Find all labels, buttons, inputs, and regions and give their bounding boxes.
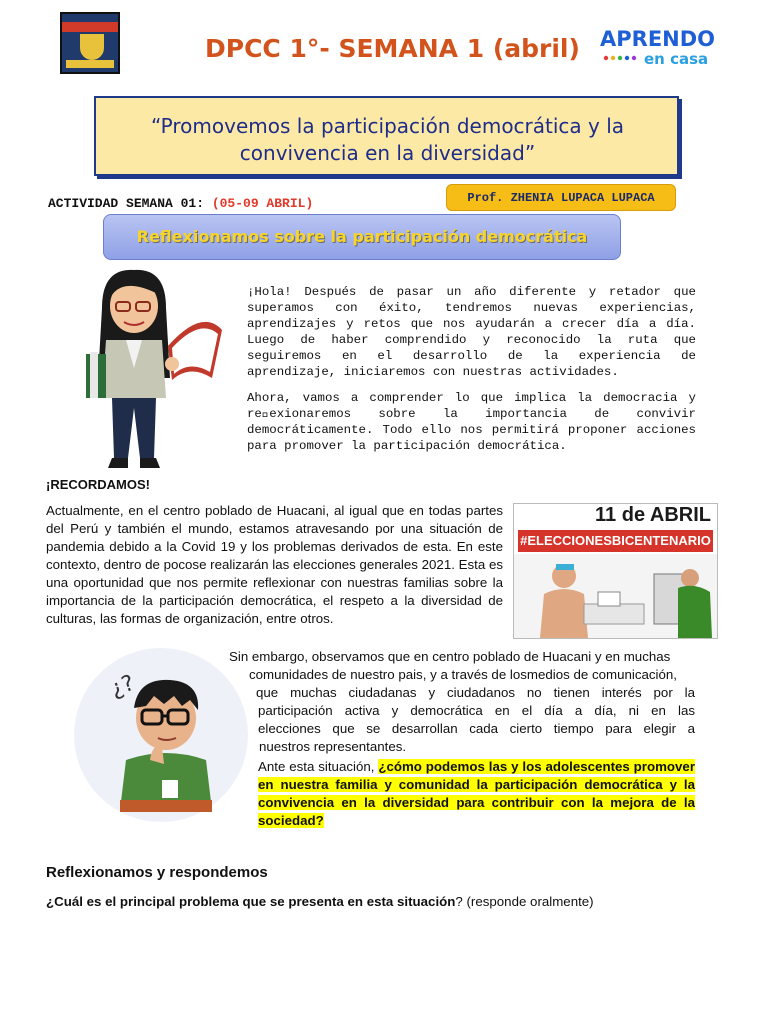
school-logo — [60, 12, 120, 74]
quote-line-2: convivencia en la diversidad” — [239, 141, 536, 165]
question-1-bold: ¿Cuál es el principal problema que se presenta en esta situación — [46, 894, 456, 909]
situation-line-1: Sin embargo, observamos que en centro poblado de Huacani y en muchas — [229, 649, 671, 664]
challenge-prefix: Ante esta situación, — [258, 759, 379, 774]
aprendo-logo-line1: APRENDO — [600, 27, 716, 51]
quote-text — [96, 113, 679, 167]
aprendo-logo-line2: en casa — [644, 50, 709, 68]
election-hashtag: #ELECCIONESBICENTENARIO — [518, 530, 713, 552]
intro-paragraph-2: Ahora, vamos a comprender lo que implica la democracia y re exionaremos sobre la importancia de convivir democráticamente. Todo ello nos permitirá proponer acciones para promover la participación democrática. — [247, 391, 696, 454]
question-1 — [46, 894, 594, 909]
activity-label-text: ACTIVIDAD SEMANA 01: — [48, 196, 212, 211]
situation-line-5: elecciones que se desarrollan cada cierto tiempo para elegir a — [258, 721, 695, 736]
context-paragraph: Actualmente, en el centro poblado de Huacani, al igual que en todas partes del Perú y también el mundo, estamos atravesando por una situación de pandemia debido a la Covid 19 y los problemas derivados de esta. En este contexto, dentro de pocose realizarán las elecciones generales 2021. Esta es una oportunidad que nos permite reflexionar con nuestras familias sobre la importancia de la participación democrática, el respeto a la diversidad de culturas, las formas de organización, entre otros. — [46, 503, 503, 626]
recordamos-heading: ¡RECORDAMOS! — [46, 477, 150, 492]
election-image — [513, 503, 718, 639]
teacher-badge: Prof. ZHENIA LUPACA LUPACA — [446, 184, 676, 211]
section-banner: Reflexionamos sobre la participación democrática — [103, 214, 621, 260]
situation-line-6: nuestros representantes. — [259, 739, 407, 754]
situation-line-4: participación activa y democrática en el día a día, ni en las — [258, 703, 695, 718]
page-title: DPCC 1°- SEMANA 1 (abril) — [205, 34, 580, 63]
activity-dates: (05-09 ABRIL) — [211, 196, 314, 211]
aprendo-en-casa-logo — [598, 24, 718, 70]
svg-text:¿?: ¿? — [107, 670, 138, 703]
challenge-paragraph — [258, 758, 695, 830]
situation-line-3: que muchas ciudadanas y ciudadanos no tienen interés por la — [256, 685, 695, 700]
challenge-question-highlight: ¿cómo podemos las y los adolescentes promover en nuestra familia y comunidad la participación democrática y la convivencia en la diversidad para contribuir con la mejora de la sociedad? — [258, 759, 696, 828]
activity-label — [48, 196, 313, 211]
situation-line-2: comunidades de nuestro pais, y a través de losmedios de comunicación, — [249, 667, 677, 682]
election-date: 11 de ABRIL — [595, 504, 711, 526]
intro-paragraph-1: ¡Hola! Después de pasar un año diferente y retador que superamos con éxito, tendremos nuevas experiencias, aprendizajes y retos que nos ayudarán a crecer día a día. Luego de haber comprendido y reconocido la ruta que seguiremos en el desarrollo de la experiencia de aprendizaje, iniciaremos con nuestras actividades. — [247, 285, 696, 380]
teacher-illustration — [72, 268, 232, 473]
situation-paragraph — [229, 648, 695, 756]
voting-scene-illustration — [514, 554, 717, 638]
thinking-boy-illustration — [90, 660, 235, 820]
reflect-heading: Reflexionamos y respondemos — [46, 864, 268, 881]
question-1-rest: ? (responde oralmente) — [455, 894, 594, 909]
quote-line-1: “Promovemos la participación democrática y la — [150, 114, 625, 138]
